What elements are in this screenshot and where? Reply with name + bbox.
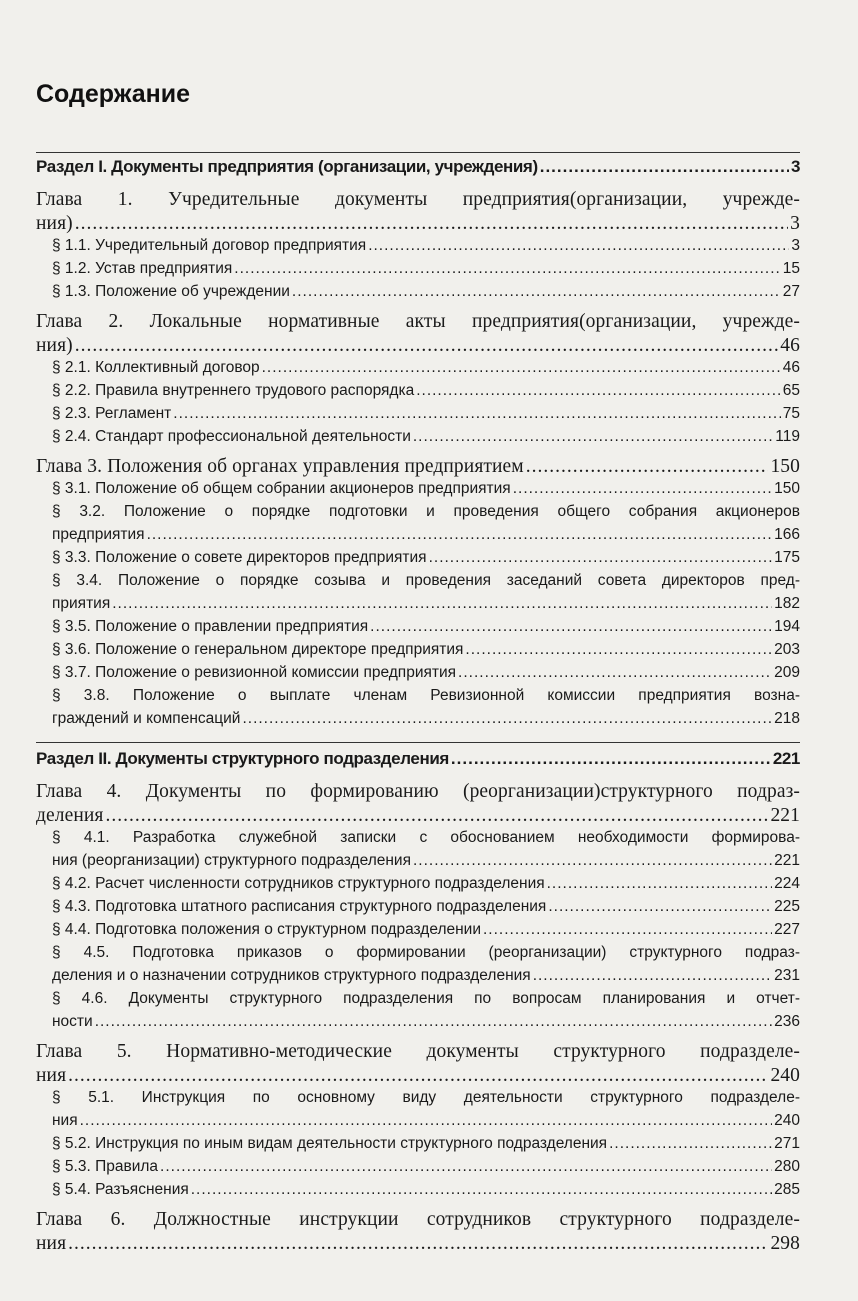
dot-leader <box>513 480 772 498</box>
page-number: 285 <box>774 1181 800 1198</box>
toc-line <box>36 311 800 335</box>
toc-line <box>36 335 800 359</box>
dot-leader <box>547 875 773 893</box>
page-number: 15 <box>782 260 800 277</box>
toc-entry-text: ния <box>52 1112 78 1129</box>
toc-line <box>52 664 800 687</box>
toc-line <box>52 382 800 405</box>
page-number: 209 <box>774 664 800 681</box>
page-number: 65 <box>782 382 800 399</box>
dot-leader <box>368 237 789 255</box>
toc-paragraph-p12[interactable] <box>36 260 800 283</box>
toc-paragraph-p24[interactable] <box>36 428 800 451</box>
toc-chapter-g2[interactable] <box>36 311 800 359</box>
toc-paragraph-p51[interactable] <box>36 1089 800 1135</box>
toc-entry-text: ния <box>36 1233 67 1254</box>
toc-paragraph-p42[interactable] <box>36 875 800 898</box>
toc-line <box>52 237 800 260</box>
toc-line <box>52 687 800 710</box>
toc-entry-text: § 4.4. Подготовка положения о структурном подразделении <box>52 921 481 938</box>
toc-entry-text: § 3.3. Положение о совете директоров предприятия <box>52 549 427 566</box>
toc-paragraph-p46[interactable] <box>36 990 800 1036</box>
toc-line <box>52 480 800 503</box>
page-number: 218 <box>774 710 800 727</box>
toc-paragraph-p36[interactable] <box>36 641 800 664</box>
toc-paragraph-p53[interactable] <box>36 1158 800 1181</box>
page-number: 175 <box>774 549 800 566</box>
toc-entry-text: § 2.3. Регламент <box>52 405 172 422</box>
dot-leader <box>68 1233 768 1255</box>
dot-leader <box>68 1065 768 1087</box>
toc-part-r1[interactable] <box>36 152 800 184</box>
toc-line <box>52 641 800 664</box>
page-number: 46 <box>782 359 800 376</box>
toc-line <box>36 1041 800 1065</box>
toc-line <box>52 710 800 733</box>
toc-line <box>52 875 800 898</box>
toc-line <box>52 990 800 1013</box>
toc-entry-text: § 4.2. Расчет численности сотрудников структурного подразделения <box>52 875 545 892</box>
dot-leader <box>416 382 781 400</box>
toc-entry-text: предприятия <box>52 526 145 543</box>
toc-paragraph-p23[interactable] <box>36 405 800 428</box>
toc-chapter-g1[interactable] <box>36 189 800 237</box>
page-number: 221 <box>770 805 800 826</box>
dot-leader <box>540 157 789 177</box>
dot-leader <box>533 967 772 985</box>
dot-leader <box>147 526 773 544</box>
dot-leader <box>429 549 773 567</box>
toc-line <box>52 898 800 921</box>
dot-leader <box>465 641 772 659</box>
page-number: 203 <box>774 641 800 658</box>
toc-paragraph-p45[interactable] <box>36 944 800 990</box>
toc-line <box>36 1233 800 1257</box>
dot-leader <box>413 852 772 870</box>
dot-leader <box>458 664 772 682</box>
toc-entry-text: § 2.1. Коллективный договор <box>52 359 260 376</box>
toc-line <box>36 189 800 213</box>
toc-entry-text: деления и о назначении сотрудников структурного подразделения <box>52 967 531 984</box>
toc-entry-text: § 3.5. Положение о правлении предприятия <box>52 618 369 635</box>
toc-line <box>52 503 800 526</box>
page-number: 225 <box>774 898 800 915</box>
dot-leader <box>75 213 788 235</box>
toc-line <box>52 428 800 451</box>
toc-line <box>36 1065 800 1089</box>
dot-leader <box>370 618 772 636</box>
page-number: 27 <box>782 283 800 300</box>
toc-entry-text: Раздел II. Документы структурного подразделения <box>36 749 449 768</box>
toc-line <box>52 921 800 944</box>
toc-paragraph-p38[interactable] <box>36 687 800 733</box>
toc-entry-text: § 5.1. Инструкция по основному виду деятельности структурного подразделе- <box>52 1089 800 1106</box>
toc-paragraph-p35[interactable] <box>36 618 800 641</box>
toc-entry-text: § 4.5. Подготовка приказов о формировании (реорганизации) структурного подраз- <box>52 944 800 961</box>
toc-paragraph-p21[interactable] <box>36 359 800 382</box>
dot-leader <box>451 749 771 769</box>
toc-paragraph-p22[interactable] <box>36 382 800 405</box>
dot-leader <box>234 260 780 278</box>
toc-entry-text: § 1.3. Положение об учреждении <box>52 283 290 300</box>
dot-leader <box>160 1158 772 1176</box>
page-title: Содержание <box>36 80 191 108</box>
toc-entry-text: § 3.6. Положение о генеральном директоре предприятия <box>52 641 464 658</box>
page-number: 119 <box>775 428 800 445</box>
toc-entry-text: ния (реорганизации) структурного подразделения <box>52 852 411 869</box>
toc-line <box>36 805 800 829</box>
toc-entry-text: ния) <box>36 213 73 234</box>
dot-leader <box>106 805 769 827</box>
page-number: 298 <box>770 1233 800 1254</box>
toc-line <box>52 1135 800 1158</box>
toc-line <box>52 405 800 428</box>
dot-leader <box>112 595 772 613</box>
toc-paragraph-p13[interactable] <box>36 283 800 306</box>
toc-entry-text: § 3.2. Положение о порядке подготовки и проведения общего собрания акционеров <box>52 503 800 520</box>
dot-leader <box>262 359 781 377</box>
toc-paragraph-p34[interactable] <box>36 572 800 618</box>
toc-chapter-g4[interactable] <box>36 781 800 829</box>
page-number: 221 <box>774 852 800 869</box>
toc-entry-text: § 3.4. Положение о порядке созыва и проведения заседаний совета директоров пред- <box>52 572 800 589</box>
toc-chapter-g6[interactable] <box>36 1209 800 1257</box>
toc-line <box>52 829 800 852</box>
toc-paragraph-p44[interactable] <box>36 921 800 944</box>
toc-line <box>36 157 800 184</box>
toc-paragraph-p33[interactable] <box>36 549 800 572</box>
toc-entry-text: § 5.3. Правила <box>52 1158 159 1175</box>
dot-leader <box>75 335 779 357</box>
toc-line <box>52 283 800 306</box>
toc-entry-text: Глава 5. Нормативно-методические документы структурного подразделе- <box>36 1041 800 1062</box>
toc-entry-text: § 3.7. Положение о ревизионной комиссии предприятия <box>52 664 457 681</box>
page-number: 240 <box>770 1065 800 1086</box>
page-number: 236 <box>774 1013 800 1030</box>
toc-line <box>36 213 800 237</box>
page-number: 150 <box>774 480 800 497</box>
toc-entry-text: ности <box>52 1013 93 1030</box>
toc-line <box>52 572 800 595</box>
toc-line <box>52 1013 800 1036</box>
dot-leader <box>609 1135 772 1153</box>
toc-paragraph-p54[interactable] <box>36 1181 800 1204</box>
toc-entry-text: Глава 3. Положения об органах управления предприятием <box>36 456 524 477</box>
toc-line <box>52 618 800 641</box>
toc-entry-text: Раздел I. Документы предприятия (организации, учреждения) <box>36 157 538 176</box>
dot-leader <box>95 1013 772 1031</box>
page-number: 194 <box>774 618 800 635</box>
page-number: 3 <box>791 237 800 254</box>
toc-entry-text: § 5.4. Разъяснения <box>52 1181 189 1198</box>
toc-entry-text: Глава 1. Учредительные документы предприятия(организации, учрежде- <box>36 189 800 210</box>
page-number: 271 <box>774 1135 800 1152</box>
toc-line <box>52 595 800 618</box>
dot-leader <box>173 405 780 423</box>
dot-leader <box>242 710 772 728</box>
toc-line <box>36 749 800 776</box>
toc-part-r2[interactable] <box>36 742 800 776</box>
dot-leader <box>548 898 772 916</box>
toc-entry-text: § 1.2. Устав предприятия <box>52 260 233 277</box>
page-number: 224 <box>774 875 800 892</box>
toc-paragraph-p41[interactable] <box>36 829 800 875</box>
toc-line <box>52 549 800 572</box>
toc-line <box>52 1112 800 1135</box>
dot-leader <box>80 1112 773 1130</box>
toc-entry-text: § 5.2. Инструкция по иным видам деятельности структурного подразделения <box>52 1135 608 1152</box>
toc-entry-text: ния <box>36 1065 67 1086</box>
toc-entry-text: Глава 2. Локальные нормативные акты предприятия(организации, учрежде- <box>36 311 800 332</box>
toc-entry-text: § 4.3. Подготовка штатного расписания структурного подразделения <box>52 898 547 915</box>
toc-paragraph-p31[interactable] <box>36 480 800 503</box>
toc-chapter-g3[interactable] <box>36 456 800 480</box>
page-number: 240 <box>774 1112 800 1129</box>
toc-line <box>36 781 800 805</box>
toc-entry-text: приятия <box>52 595 111 612</box>
page-number: 227 <box>774 921 800 938</box>
page-number: 231 <box>774 967 800 984</box>
toc-entry-text: § 4.6. Документы структурного подразделения по вопросам планирования и отчет- <box>52 990 800 1007</box>
toc-paragraph-p52[interactable] <box>36 1135 800 1158</box>
toc-line <box>52 260 800 283</box>
page-number: 221 <box>772 749 800 768</box>
toc-entry-text: § 2.2. Правила внутреннего трудового распорядка <box>52 382 415 399</box>
toc-line <box>52 526 800 549</box>
dot-leader <box>413 428 773 446</box>
page-number: 46 <box>780 335 800 356</box>
toc-entry-text: деления <box>36 805 104 826</box>
page-number: 3 <box>790 157 800 176</box>
toc-entry-text: § 3.1. Положение об общем собрании акционеров предприятия <box>52 480 511 497</box>
dot-leader <box>526 456 769 478</box>
toc-entry-text: § 4.1. Разработка служебной записки с обоснованием необходимости формирова- <box>52 829 800 846</box>
toc-entry-text: § 2.4. Стандарт профессиональной деятельности <box>52 428 411 445</box>
table-of-contents <box>36 152 800 1257</box>
page-number: 280 <box>774 1158 800 1175</box>
toc-entry-text: § 1.1. Учредительный договор предприятия <box>52 237 367 254</box>
page-number: 75 <box>782 405 800 422</box>
toc-line <box>36 1209 800 1233</box>
toc-line <box>52 852 800 875</box>
toc-entry-text: Глава 6. Должностные инструкции сотрудников структурного подразделе- <box>36 1209 800 1230</box>
dot-leader <box>191 1181 772 1199</box>
toc-line <box>52 944 800 967</box>
toc-entry-text: граждений и компенсаций <box>52 710 241 727</box>
page-number: 3 <box>790 213 800 234</box>
toc-line <box>52 1181 800 1204</box>
toc-line <box>52 1158 800 1181</box>
dot-leader <box>292 283 781 301</box>
toc-paragraph-p37[interactable] <box>36 664 800 687</box>
dot-leader <box>483 921 772 939</box>
toc-entry-text: ния) <box>36 335 73 356</box>
toc-entry-text: Глава 4. Документы по формированию (реорганизации)структурного подраз- <box>36 781 800 802</box>
page-number: 150 <box>770 456 800 477</box>
toc-line <box>52 359 800 382</box>
toc-paragraph-p32[interactable] <box>36 503 800 549</box>
toc-paragraph-p11[interactable] <box>36 237 800 260</box>
toc-paragraph-p43[interactable] <box>36 898 800 921</box>
toc-line <box>52 967 800 990</box>
toc-chapter-g5[interactable] <box>36 1041 800 1089</box>
page-number: 166 <box>774 526 800 543</box>
toc-line <box>52 1089 800 1112</box>
toc-entry-text: § 3.8. Положение о выплате членам Ревизионной комиссии предприятия возна- <box>52 687 800 704</box>
page-number: 182 <box>774 595 800 612</box>
toc-line <box>36 456 800 480</box>
